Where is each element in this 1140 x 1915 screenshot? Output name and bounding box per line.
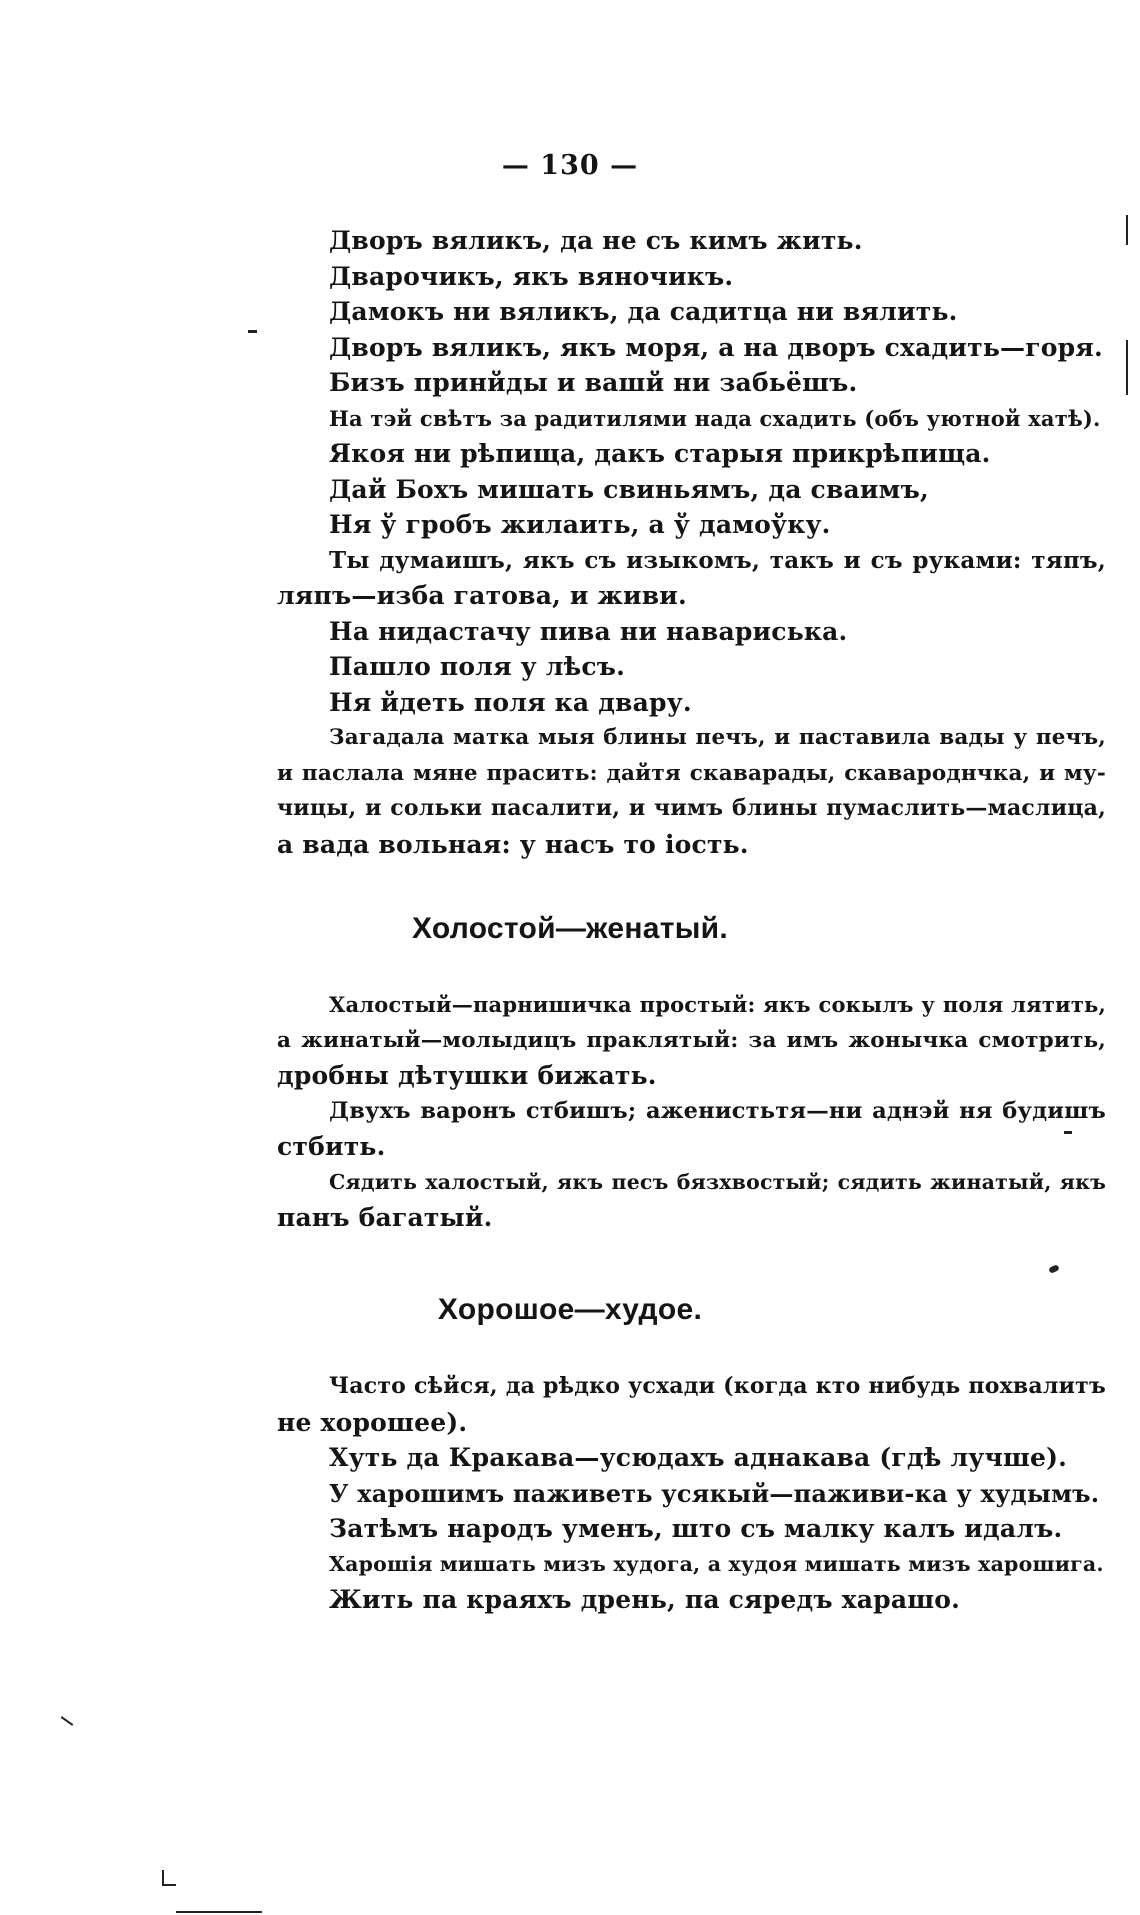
proverb-line: панъ багатый. — [277, 1203, 493, 1232]
proverb-line: Харошія мишать мизъ худога, а худоя мишать мизъ харошига. — [329, 1551, 1104, 1576]
proverb-line: Двухъ варонъ стбишъ; аженистьтя—ни аднэй ня будишъ — [329, 1097, 1106, 1124]
proverb-line: Дварочикъ, якъ вяночикъ. — [329, 261, 734, 291]
scan-mark — [61, 1716, 74, 1726]
proverbs-section-bachelor-married — [277, 987, 1106, 1236]
scan-mark — [1048, 1264, 1060, 1274]
proverbs-section-good-bad — [277, 1369, 1106, 1618]
scan-mark — [1126, 215, 1128, 245]
scan-mark — [162, 1884, 176, 1886]
proverb-line: стбить. — [277, 1132, 386, 1161]
proverb-line: Жить па краяхъ дрень, па сяредъ харашо. — [329, 1585, 961, 1614]
proverb-line: Ня ў гробъ жилаить, а ў дамоўку. — [329, 510, 831, 539]
page-number: — 130 — — [501, 150, 639, 181]
proverb-line: чицы, и сольки пасалити, и чимъ блины пумаслить—маслица, — [277, 795, 1106, 821]
proverb-line: Хуть да Кракава—усюдахъ аднакава (гдѣ лучше). — [329, 1443, 1068, 1472]
proverb-line: Дворъ вяликъ, да не съ кимъ жить. — [329, 226, 863, 255]
proverb-line: Сядить халостый, якъ песъ бязхвостый; сядить жинатый, якъ — [329, 1169, 1106, 1194]
scan-mark — [248, 330, 257, 333]
proverb-line: Загадала матка мыя блины печъ, и паставила вады у печъ, — [329, 725, 1106, 750]
scan-mark — [1126, 340, 1128, 395]
proverb-line: Пашло поля у лѣсъ. — [329, 652, 626, 681]
proverb-line: На нидастачу пива ни навариська. — [329, 616, 848, 646]
proverb-line: Ня йдеть поля ка двару. — [329, 687, 692, 717]
proverb-line: Якоя ни рѣпища, дакъ старыя прикрѣпища. — [329, 439, 991, 468]
proverb-line: Дамокъ ни вяликъ, да садитца ни вялить. — [329, 297, 958, 326]
proverb-line: Часто сѣйся, да рѣдко усхади (когда кто нибудь похвалитъ — [329, 1373, 1106, 1399]
proverb-line: дробны дѣтушки бижать. — [277, 1061, 657, 1090]
proverb-line: Халостый—парнишичка простый: якъ сокылъ у поля лятить, — [329, 992, 1106, 1017]
proverb-line: ляпъ—изба гатова, и живи. — [277, 581, 687, 610]
section-heading-bachelor-married: Холостой—женатый. — [411, 912, 729, 945]
proverb-line: а жинатый—молыдицъ праклятый: за имъ жонычка смотрить, — [277, 1027, 1106, 1053]
proverb-line: У харошимъ паживеть усякый—паживи-ка у худымъ. — [329, 1478, 1100, 1508]
scan-mark — [176, 1911, 262, 1913]
proverb-line: не хорошее). — [277, 1407, 468, 1437]
proverbs-section-home — [277, 223, 1106, 862]
proverb-line: Дворъ вяликъ, якъ моря, а на дворъ схадить—горя. — [329, 332, 1103, 362]
proverb-line: Ты думаишъ, якъ съ изыкомъ, такъ и съ руками: тяпъ, — [329, 546, 1106, 574]
section-heading-good-bad: Хорошое—худое. — [437, 1293, 703, 1326]
proverb-line: Дай Бохъ мишать свиньямъ, да сваимъ, — [329, 474, 929, 504]
proverb-line: и паслала мяне прасить: дайтя скаварады, скавароднчка, и му- — [277, 760, 1106, 786]
proverb-line: а вада вольная: у насъ то іость. — [277, 829, 749, 859]
proverb-line: На тэй свѣтъ за радитилями нада схадить (объ уютной хатѣ). — [329, 405, 1101, 431]
proverb-line: Затѣмъ народъ уменъ, што съ малку калъ идалъ. — [329, 1514, 1063, 1543]
scan-mark — [1064, 1131, 1072, 1134]
proverb-line: Бизъ принйды и вашй ни забьёшъ. — [329, 368, 858, 397]
